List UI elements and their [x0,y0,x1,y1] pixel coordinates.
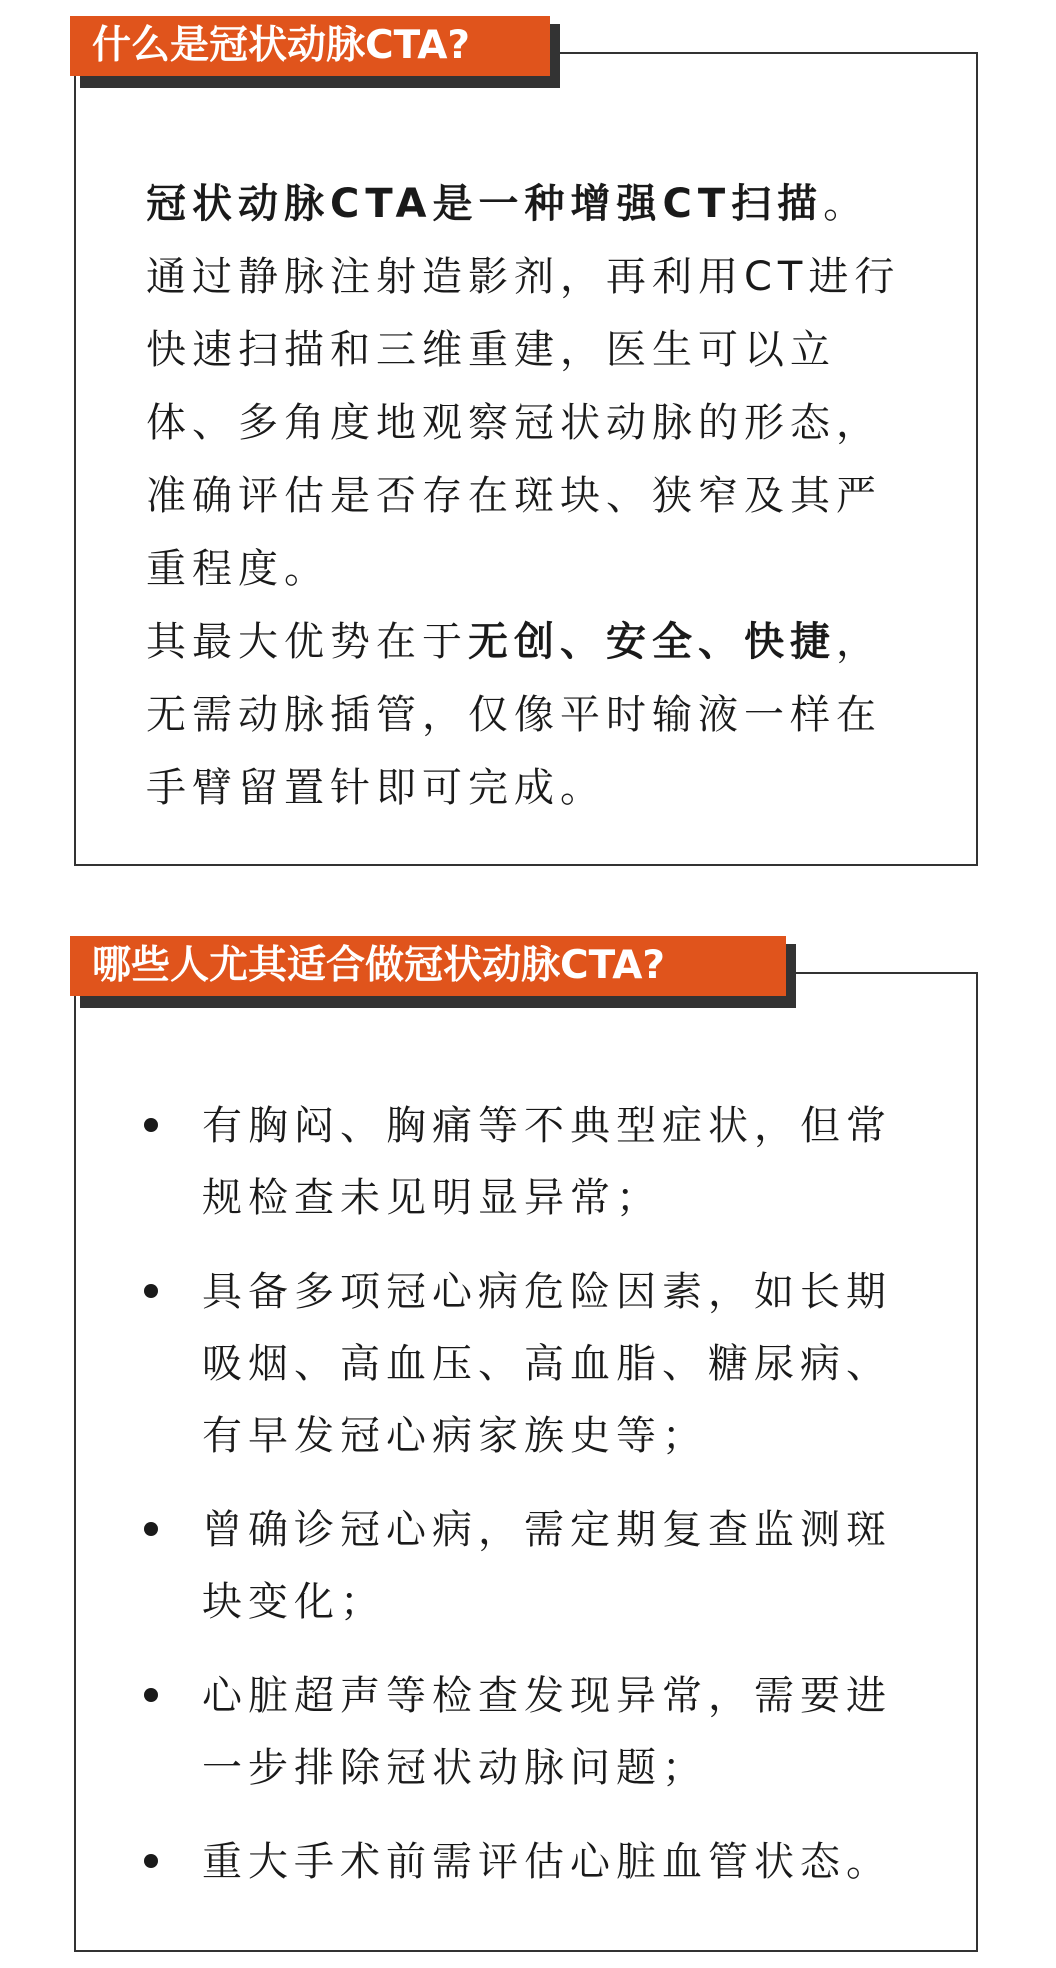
list-item [146,1494,906,1638]
indication-list [146,1090,906,1920]
advantage-lead-text: 其最大优势在于 [146,619,468,665]
section-title-what-is-cta: 什么是冠状动脉CTA? [70,16,550,76]
bullet-dot-icon [144,1118,158,1132]
advantage-text: ，无需动脉插管，仅像平时输液一样在手臂留置针即可完成。 [146,619,882,811]
definition-bold-text: 冠状动脉CTA是一种增强CT扫描 [146,181,824,227]
bullet-dot-icon [144,1284,158,1298]
advantage-paragraph [146,606,906,825]
list-item-text: 曾确诊冠心病，需定期复查监测斑块变化； [202,1507,892,1625]
list-item-text: 具备多项冠心病危险因素，如长期吸烟、高血压、高血脂、糖尿病、有早发冠心病家族史等； [202,1269,892,1459]
list-item [146,1256,906,1472]
bullet-dot-icon [144,1522,158,1536]
list-item-text: 重大手术前需评估心脏血管状态。 [202,1839,892,1885]
bullet-dot-icon [144,1854,158,1868]
list-item [146,1090,906,1234]
list-item-text: 有胸闷、胸痛等不典型症状，但常规检查未见明显异常； [202,1103,892,1221]
advantage-bold-text: 无创、安全、快捷 [468,619,836,665]
list-item [146,1826,906,1898]
list-item [146,1660,906,1804]
definition-text: 。通过静脉注射造影剂，再利用CT进行快速扫描和三维重建，医生可以立体、多角度地观察冠状动脉的形态，准确评估是否存在斑块、狭窄及其严重程度。 [146,181,901,592]
list-item-text: 心脏超声等检查发现异常，需要进一步排除冠状动脉问题； [202,1673,892,1791]
definition-paragraph [146,168,906,606]
section-title-who-needs-cta: 哪些人尤其适合做冠状动脉CTA? [70,936,786,996]
bullet-dot-icon [144,1688,158,1702]
